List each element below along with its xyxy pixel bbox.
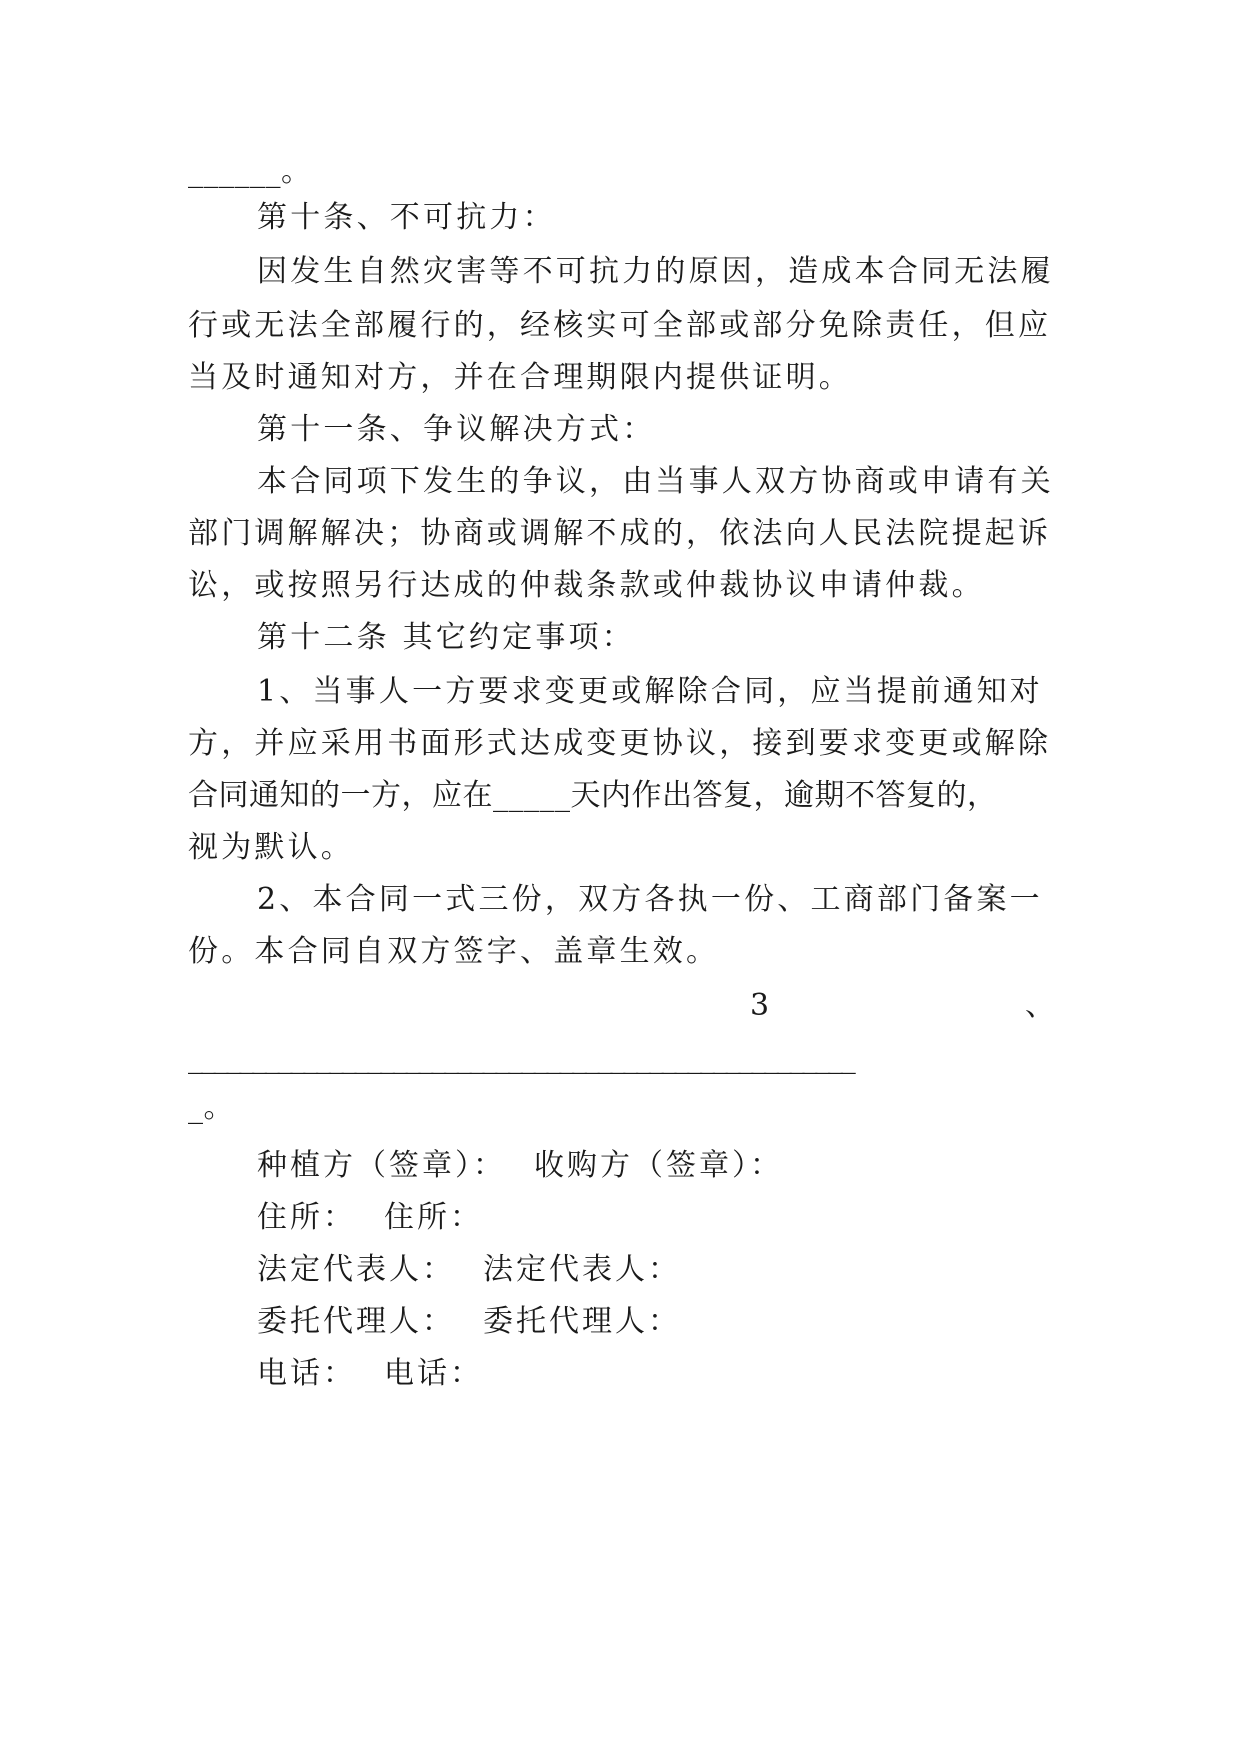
planter-seal-label: 种植方（签章）： bbox=[257, 1148, 506, 1183]
article-12-item-line: 视为默认。 bbox=[188, 830, 354, 865]
signature-row bbox=[257, 1250, 1137, 1290]
signature-row bbox=[257, 1354, 1137, 1394]
article-11-text-line: 部门调解解决；协商或调解不成的，依法向人民法院提起诉 bbox=[188, 516, 1052, 551]
article-12-item-line: 2、本合同一式三份，双方各执一份、工商部门备案一 bbox=[257, 882, 1043, 917]
article-12-item-line: 1、当事人一方要求变更或解除合同，应当提前通知对 bbox=[257, 674, 1043, 709]
buyer-agent-label: 委托代理人： bbox=[483, 1304, 681, 1339]
item-3-blank: ____________________________________________________ bbox=[188, 1040, 854, 1075]
signature-row bbox=[257, 1198, 1137, 1238]
article-12-item-line: 方，并应采用书面形式达成变更协议，接到要求变更或解除 bbox=[188, 726, 1052, 761]
buyer-address-label: 住所： bbox=[384, 1200, 483, 1235]
article-10-text-line: 行或无法全部履行的，经核实可全部或部分免除责任，但应 bbox=[188, 308, 1052, 343]
signature-row bbox=[257, 1302, 1137, 1342]
blank-line: ______。 bbox=[188, 154, 312, 189]
planter-agent-label: 委托代理人： bbox=[257, 1304, 455, 1339]
article-12-heading: 第十二条 其它约定事项： bbox=[257, 620, 635, 655]
signature-row bbox=[257, 1146, 1137, 1186]
item-3-separator: 、 bbox=[1025, 988, 1059, 1023]
article-10-text-line: 当及时通知对方，并在合理期限内提供证明。 bbox=[188, 360, 852, 395]
article-12-item-line: 合同通知的一方，应在_____天内作出答复，逾期不答复的， bbox=[188, 778, 998, 813]
article-10-text-line: 因发生自然灾害等不可抗力的原因，造成本合同无法履 bbox=[257, 254, 1054, 289]
article-11-heading: 第十一条、争议解决方式： bbox=[257, 412, 656, 447]
item-3-end: _。 bbox=[188, 1090, 234, 1125]
article-12-item-line: 份。本合同自双方签字、盖章生效。 bbox=[188, 934, 720, 969]
planter-legal-rep-label: 法定代表人： bbox=[257, 1252, 455, 1287]
article-10-heading: 第十条、不可抗力： bbox=[257, 200, 556, 235]
article-11-text-line: 本合同项下发生的争议，由当事人双方协商或申请有关 bbox=[257, 464, 1054, 499]
buyer-phone-label: 电话： bbox=[384, 1356, 483, 1391]
item-3-number: 3 bbox=[750, 988, 773, 1023]
buyer-legal-rep-label: 法定代表人： bbox=[483, 1252, 681, 1287]
planter-phone-label: 电话： bbox=[257, 1356, 356, 1391]
buyer-seal-label: 收购方（签章）： bbox=[534, 1148, 783, 1183]
article-11-text-line: 讼，或按照另行达成的仲裁条款或仲裁协议申请仲裁。 bbox=[188, 568, 985, 603]
planter-address-label: 住所： bbox=[257, 1200, 356, 1235]
